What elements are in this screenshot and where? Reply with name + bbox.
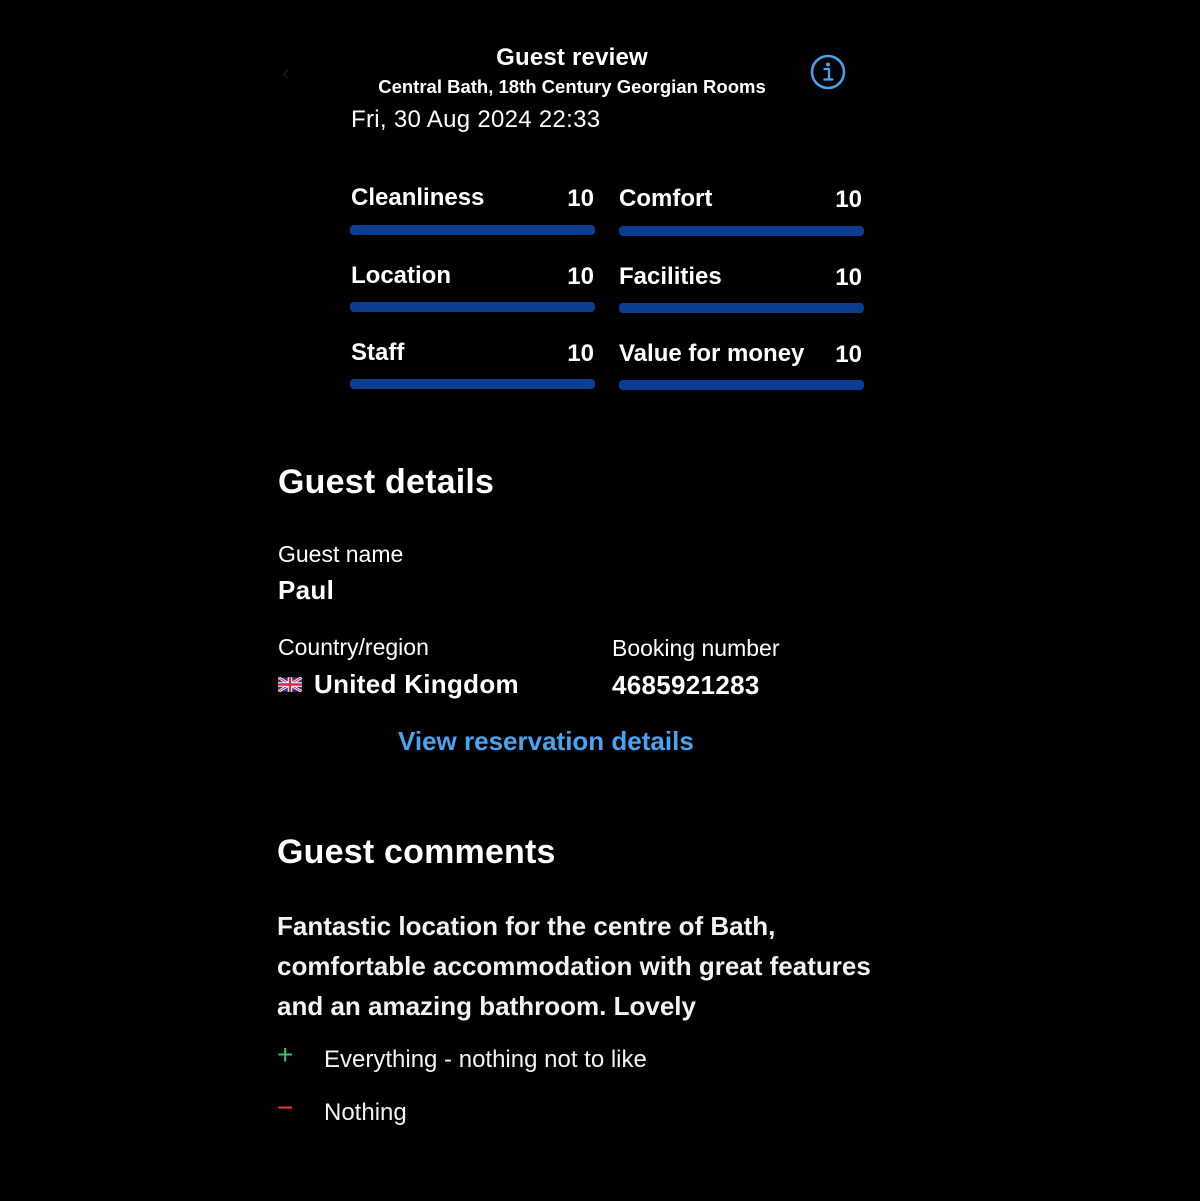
score-label-comfort: Comfort	[619, 185, 713, 212]
review-date: Fri, 30 Aug 2024 22:33	[351, 106, 601, 133]
guest-name-value: Paul	[278, 575, 335, 605]
score-label-staff: Staff	[351, 339, 405, 366]
property-name: Central Bath, 18th Century Georgian Rooms	[378, 76, 766, 97]
guest-name-label: Guest name	[278, 541, 404, 567]
score-label-facilities: Facilities	[619, 263, 722, 290]
negative-comment: Nothing	[324, 1099, 407, 1126]
uk-flag-icon	[278, 677, 302, 692]
score-bar-cleanliness	[350, 225, 595, 235]
score-bar-staff	[350, 379, 595, 389]
score-bar-comfort	[619, 226, 864, 236]
score-label-location: Location	[351, 262, 451, 289]
score-bar-location	[350, 302, 595, 312]
minus-icon: −	[277, 1092, 294, 1123]
score-label-cleanliness: Cleanliness	[351, 184, 485, 211]
score-value-location: 10	[567, 263, 594, 290]
booking-number-value: 4685921283	[612, 670, 760, 700]
score-bar-facilities	[619, 303, 864, 313]
score-value-facilities: 10	[835, 264, 862, 291]
country-value: United Kingdom	[314, 669, 519, 699]
score-bar-value-for-money	[619, 380, 864, 390]
country-label: Country/region	[278, 634, 429, 660]
score-value-cleanliness: 10	[567, 185, 594, 212]
comment-text: Fantastic location for the centre of Bath, comfortable accommodation with great features and an amazing bathroom. Lovely	[277, 911, 871, 1021]
booking-number-label: Booking number	[612, 635, 780, 661]
score-value-value-for-money: 10	[835, 341, 862, 368]
score-label-value-for-money: Value for money	[619, 340, 805, 367]
chevron-left-icon[interactable]: ‹	[282, 60, 290, 85]
page-title: Guest review	[496, 44, 648, 71]
guest-comments-heading: Guest comments	[277, 833, 556, 871]
guest-details-heading: Guest details	[278, 463, 495, 501]
score-value-staff: 10	[567, 340, 594, 367]
score-value-comfort: 10	[835, 186, 862, 213]
plus-icon: +	[277, 1039, 294, 1070]
positive-comment: Everything - nothing not to like	[324, 1046, 647, 1073]
info-icon[interactable]	[810, 54, 846, 90]
view-reservation-link[interactable]: View reservation details	[398, 726, 694, 756]
